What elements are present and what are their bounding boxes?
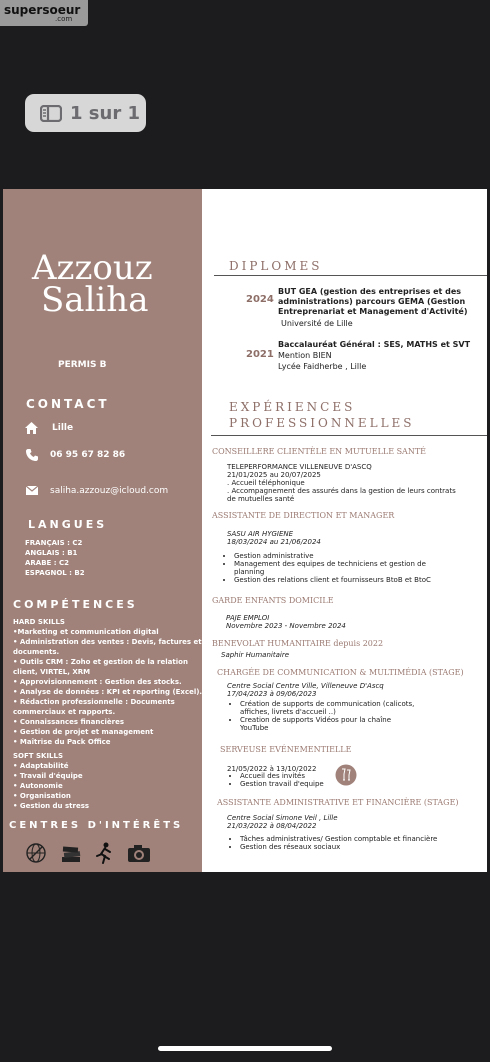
soft-skill-item: • Adaptabilité xyxy=(13,762,69,770)
job-title: ASSISTANTE DE DIRECTION ET MANAGER xyxy=(212,511,395,520)
last-name: Saliha xyxy=(41,280,149,320)
cocktail-glass-icon xyxy=(335,764,357,786)
job-detail: . Accompagnement des assurés dans la gestion de leurs contrats de mutuelles santé xyxy=(227,487,456,503)
job-detail: . Accueil téléphonique xyxy=(227,479,305,487)
watermark-brand: supersoeur xyxy=(4,3,81,17)
job-bullet: • Gestion travail d'equipe xyxy=(240,780,350,788)
watermark-suffix: .com xyxy=(55,15,73,23)
job-dates: 21/03/2022 à 08/04/2022 xyxy=(227,822,317,830)
job-bullet: • Gestion des réseaux sociaux xyxy=(240,843,480,851)
running-icon xyxy=(95,842,113,864)
first-name: Azzouz xyxy=(32,248,153,288)
cv-document xyxy=(3,189,487,872)
job-company: PAJE EMPLOI xyxy=(226,614,270,622)
hard-skill-item: client, VIRTEL, XRM xyxy=(13,668,91,676)
job-bullet: • Gestion administrative xyxy=(234,552,454,560)
experience-heading-line2: PROFESSIONNELLES xyxy=(229,416,415,430)
job-bullet: • Tâches administratives/ Gestion comptable et financière xyxy=(240,835,480,843)
job-title: GARDE ENFANTS DOMICILE xyxy=(212,596,334,605)
hard-skill-item: • Approvisionnement : Gestion des stocks. xyxy=(13,678,182,686)
experience-heading-line1: EXPÉRIENCES xyxy=(229,400,356,414)
hard-skill-item: commerciaux et rapports. xyxy=(13,708,116,716)
job-dates: 17/04/2023 à 09/06/2023 xyxy=(227,690,317,698)
globe-icon xyxy=(25,842,47,864)
job-bullet: • Gestion des relations client et fournisseurs BtoB et BtoC xyxy=(234,576,454,584)
diploma-school: Université de Lille xyxy=(281,319,353,328)
job-bullet: • Management des equipes de techniciens et gestion de planning xyxy=(234,560,454,576)
contact-email[interactable]: saliha.azzouz@icloud.com xyxy=(50,486,169,496)
diplomas-heading: DIPLOMES xyxy=(229,259,323,273)
hard-skill-item: •Marketing et communication digital xyxy=(13,628,159,636)
job-dates: 21/01/2025 au 20/07/2025 xyxy=(227,471,321,479)
home-indicator[interactable] xyxy=(158,1046,332,1051)
hard-skill-item: • Connaissances financières xyxy=(13,718,125,726)
skills-heading: COMPÉTENCES xyxy=(13,598,138,611)
diploma-mention: Mention BIEN xyxy=(278,351,332,360)
job-dates: 18/03/2024 au 21/06/2024 xyxy=(227,538,321,546)
divider xyxy=(214,275,487,276)
diploma-title: BUT GEA (gestion des entreprises et des administrations) parcours GEMA (Gestion Entreprenariat et Management d'Activité) xyxy=(278,287,468,316)
job-bullet: • Création de supports de communication (calicots, affiches, livrets d'accueil ..) xyxy=(240,700,415,716)
soft-skill-item: • Organisation xyxy=(13,792,71,800)
job-company: Saphir Humanitaire xyxy=(221,651,290,659)
page-sidebar-icon xyxy=(40,105,62,122)
job-company: TELEPERFORMANCE VILLENEUVE D'ASCQ xyxy=(227,463,372,471)
job-bullet: • Creation de supports Vidéos pour la chaîne YouTube xyxy=(240,716,415,732)
interests-heading: CENTRES D'INTÉRÊTS xyxy=(9,820,184,831)
language-item: ANGLAIS : B1 xyxy=(25,549,78,557)
job-company: SASU AIR HYGIENE xyxy=(227,530,294,538)
hard-skills-heading: HARD SKILLS xyxy=(13,618,65,626)
hard-skill-item: • Administration des ventes : Devis, factures et xyxy=(13,638,202,646)
language-item: ESPAGNOL : B2 xyxy=(25,569,85,577)
languages-heading: LANGUES xyxy=(28,518,108,531)
job-title: CHARGÉE DE COMMUNICATION & MULTIMÉDIA (STAGE) xyxy=(217,668,464,677)
hard-skill-item: • Rédaction professionnelle : Documents xyxy=(13,698,175,706)
job-dates: 21/05/2022 à 13/10/2022 xyxy=(227,765,317,773)
phone-icon xyxy=(26,449,38,461)
watermark-logo xyxy=(0,0,88,26)
soft-skill-item: • Gestion du stress xyxy=(13,802,90,810)
job-title: ASSISTANTE ADMINISTRATIVE ET FINANCIÈRE (STAGE) xyxy=(217,798,459,807)
job-title: BENEVOLAT HUMANITAIRE depuis 2022 xyxy=(212,639,384,648)
cv-main xyxy=(202,189,487,872)
contact-phone[interactable]: 06 95 67 82 86 xyxy=(50,450,126,460)
page-count-label: 1 sur 1 xyxy=(70,102,140,124)
divider xyxy=(211,435,487,436)
hard-skill-item: • Gestion de projet et management xyxy=(13,728,154,736)
cv-sidebar xyxy=(3,189,205,872)
diploma-year: 2024 xyxy=(246,294,274,305)
job-bullets xyxy=(230,835,480,851)
language-item: FRANÇAIS : C2 xyxy=(25,539,83,547)
soft-skills-heading: SOFT SKILLS xyxy=(13,752,64,760)
contact-heading: CONTACT xyxy=(26,397,110,411)
diploma-school: Lycée Faidherbe , Lille xyxy=(278,362,367,371)
job-company: Centre Social Simone Veil , Lille xyxy=(227,814,338,822)
job-bullets xyxy=(230,772,350,788)
camera-icon xyxy=(127,844,151,863)
soft-skill-item: • Travail d'équipe xyxy=(13,772,83,780)
contact-city: Lille xyxy=(52,423,74,433)
job-title: CONSEILLERE CLIENTÈLE EN MUTUELLE SANTÉ xyxy=(212,447,427,456)
job-dates: Novembre 2023 - Novembre 2024 xyxy=(226,622,346,630)
diploma-year: 2021 xyxy=(246,349,274,360)
books-icon xyxy=(60,844,82,864)
job-title: SERVEUSE EVÉNEMENTIELLE xyxy=(220,745,352,754)
page-indicator[interactable] xyxy=(25,94,146,132)
hard-skill-item: documents. xyxy=(13,648,60,656)
job-bullet: • Accueil des invités xyxy=(240,772,350,780)
driving-license: PERMIS B xyxy=(58,360,107,370)
diploma-title: Baccalauréat Général : SES, MATHS et SVT xyxy=(278,340,471,349)
job-bullets xyxy=(230,700,415,732)
home-icon xyxy=(25,422,38,434)
email-icon xyxy=(26,486,38,495)
hard-skill-item: • Outils CRM : Zoho et gestion de la relation xyxy=(13,658,188,666)
hard-skill-item: • Analyse de données : KPI et reporting (Excel).. xyxy=(13,688,205,696)
hard-skill-item: • Maîtrise du Pack Office xyxy=(13,738,111,746)
job-bullets xyxy=(224,552,454,584)
soft-skill-item: • Autonomie xyxy=(13,782,63,790)
language-item: ARABE : C2 xyxy=(25,559,70,567)
job-company: Centre Social Centre Ville, Villeneuve D'Ascq xyxy=(227,682,384,690)
